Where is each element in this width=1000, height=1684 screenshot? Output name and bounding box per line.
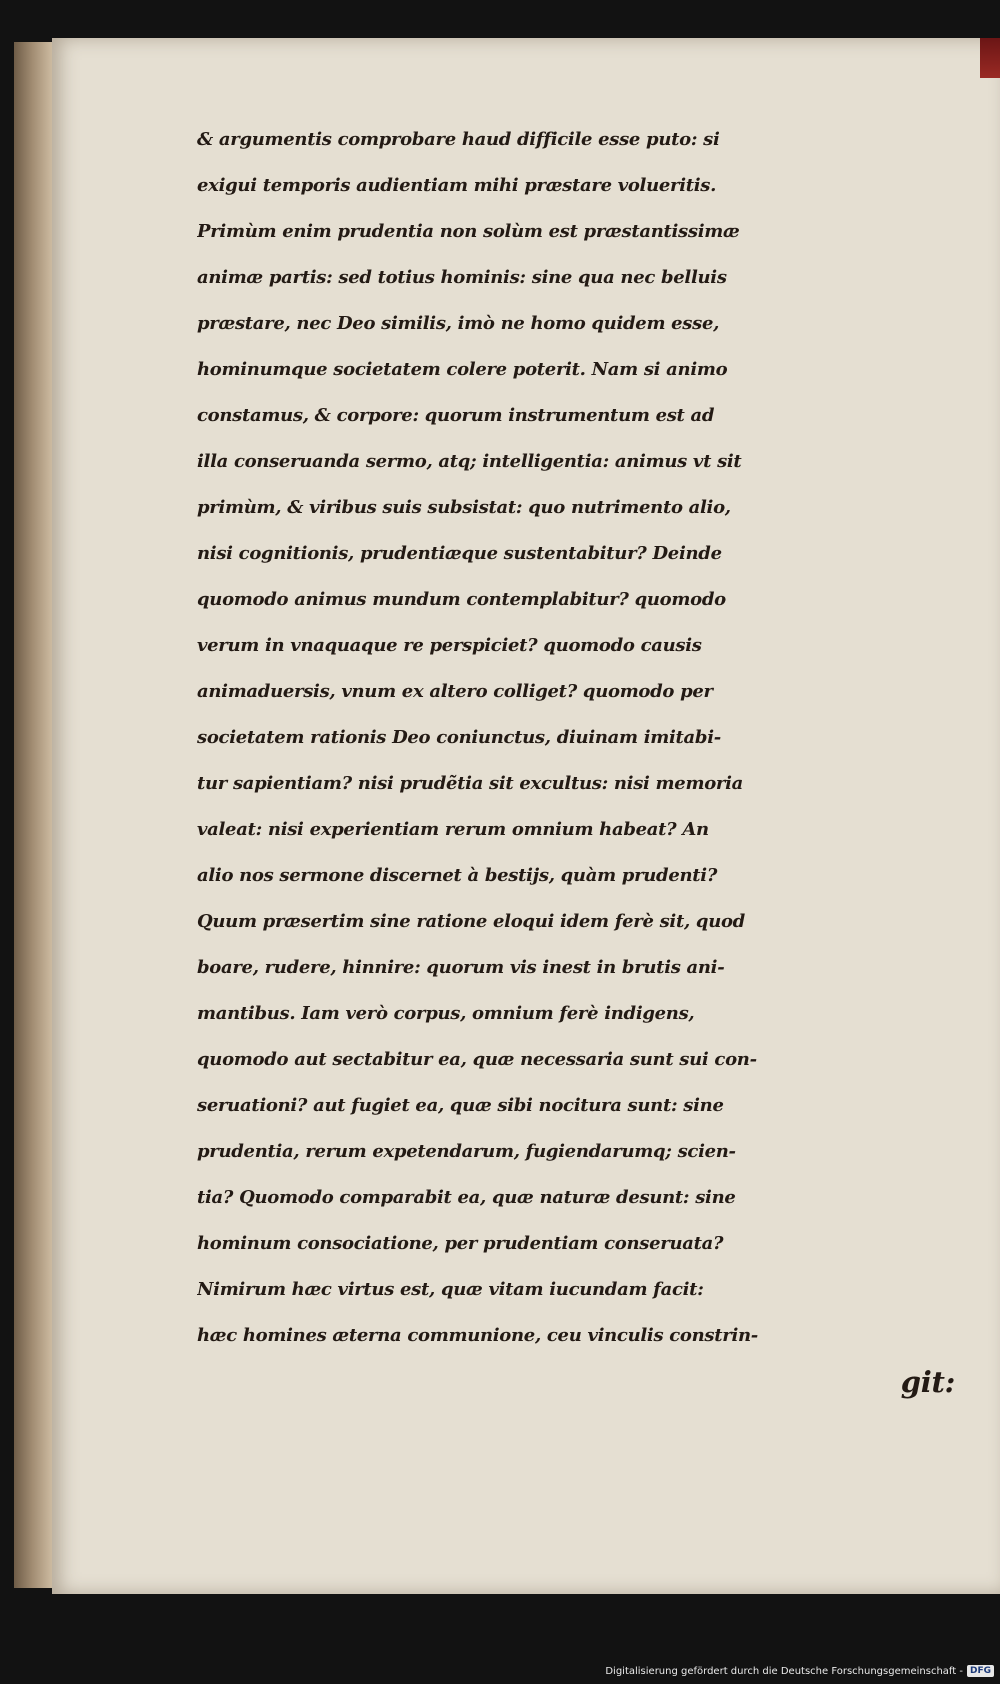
text-line: hæc homines æterna communione, ceu vinculis constrin- [197,1325,758,1346]
text-line: prudentia, rerum expetendarum, fugiendarumq; scien- [197,1141,736,1162]
text-line: hominumque societatem colere poterit. Nam si animo [197,359,728,380]
text-line: alio nos sermone discernet à bestijs, quàm prudenti? [197,865,718,886]
text-line: illa conseruanda sermo, atq; intelligentia: animus vt sit [197,451,742,472]
text-line: exigui temporis audientiam mihi præstare volueritis. [197,175,717,196]
text-line: valeat: nisi experientiam rerum omnium habeat? An [197,819,709,840]
text-line: præstare, nec Deo similis, imò ne homo quidem esse, [197,313,720,334]
red-corner-marker [980,38,1000,78]
text-line: hominum consociatione, per prudentiam conseruata? [197,1233,724,1254]
text-line: quomodo animus mundum contemplabitur? quomodo [197,589,726,610]
dfg-logo-icon: DFG [967,1665,994,1677]
text-line: animæ partis: sed totius hominis: sine qua nec belluis [197,267,727,288]
text-line: verum in vnaquaque re perspiciet? quomodo causis [197,635,702,656]
text-line: mantibus. Iam verò corpus, omnium ferè indigens, [197,1003,695,1024]
page-text [197,117,959,1405]
digitization-credit [605,1662,994,1680]
text-line: primùm, & viribus suis subsistat: quo nutrimento alio, [197,497,731,518]
text-line: societatem rationis Deo coniunctus, diuinam imitabi- [197,727,721,748]
text-line: tur sapientiam? nisi prudẽtia sit excultus: nisi memoria [197,773,743,794]
text-line: Primùm enim prudentia non solùm est præstantissimæ [197,221,740,242]
text-line: boare, rudere, hinnire: quorum vis inest in brutis ani- [197,957,725,978]
text-line: Quum præsertim sine ratione eloqui idem ferè sit, quod [197,911,745,932]
text-line: constamus, & corpore: quorum instrumentum est ad [197,405,715,426]
catchword: git: [900,1365,955,1399]
text-line: tia? Quomodo comparabit ea, quæ naturæ desunt: sine [197,1187,736,1208]
text-line: seruationi? aut fugiet ea, quæ sibi nocitura sunt: sine [197,1095,724,1116]
text-line: nisi cognitionis, prudentiæque sustentabitur? Deinde [197,543,722,564]
credit-text: Digitalisierung gefördert durch die Deutsche Forschungsgemeinschaft - [605,1665,963,1677]
text-line: & argumentis comprobare haud difficile esse puto: si [197,129,720,150]
text-line: Nimirum hæc virtus est, quæ vitam iucundam facit: [197,1279,704,1300]
text-line: quomodo aut sectabitur ea, quæ necessaria sunt sui con- [197,1049,757,1070]
text-line: animaduersis, vnum ex altero colliget? quomodo per [197,681,713,702]
